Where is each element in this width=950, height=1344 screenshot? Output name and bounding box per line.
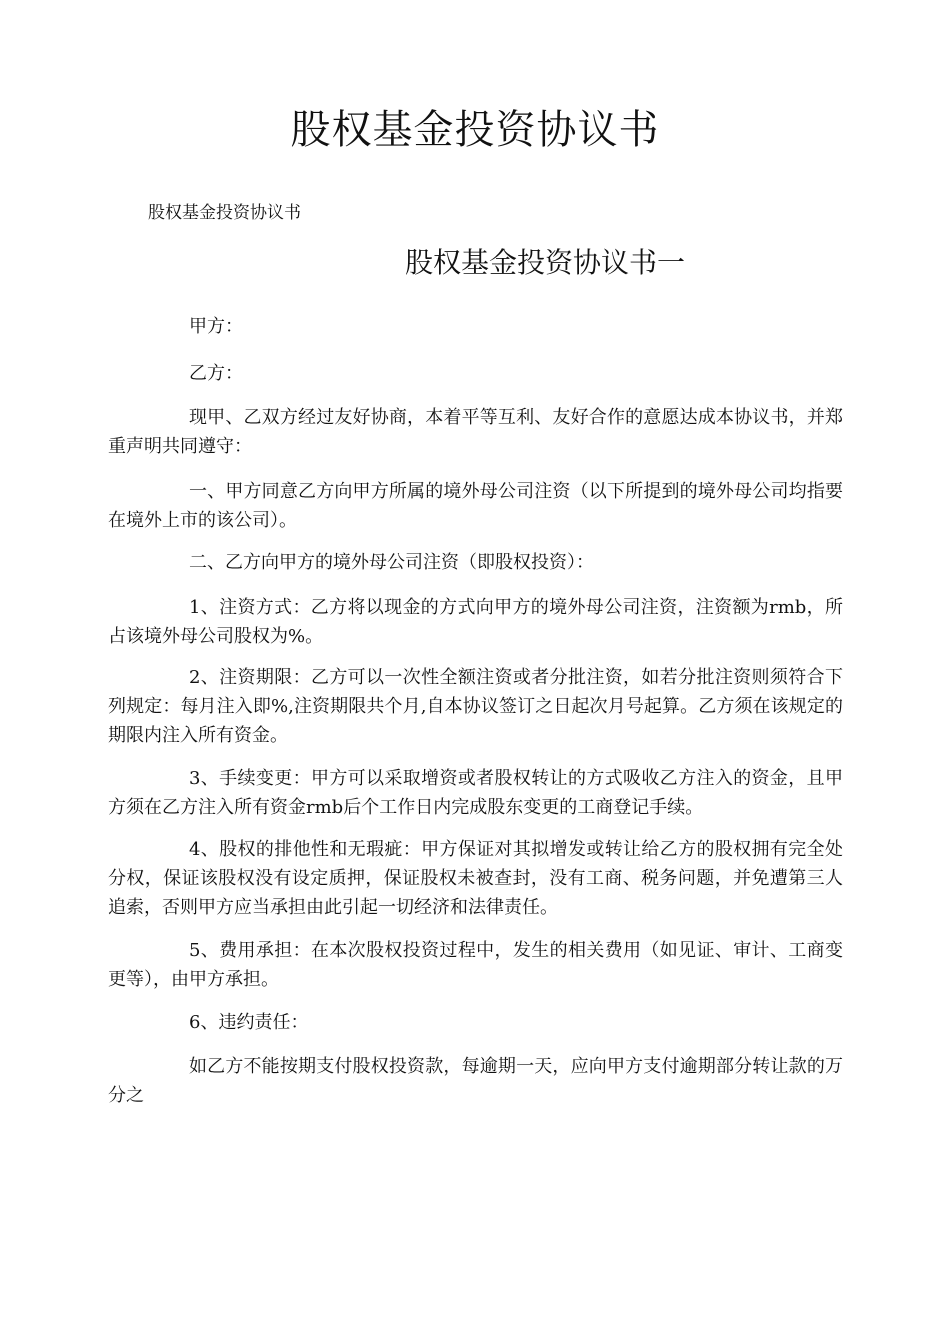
clause-2-1: 1、注资方式：乙方将以现金的方式向甲方的境外母公司注资，注资额为rmb，所占该境外母公司股权为%。 — [108, 597, 843, 647]
document-title: 股权基金投资协议书 — [290, 107, 660, 153]
clause-2-4: 4、股权的排他性和无瑕疵：甲方保证对其拟增发或转让给乙方的股权拥有完全处分权，保证该股权没有设定质押，保证股权未被查封，没有工商、税务问题，并免遭第三人追索，否则甲方应当承担由此引起一切经济和法律责任。 — [108, 839, 843, 918]
section-title: 股权基金投资协议书一 — [404, 246, 685, 279]
preamble-paragraph: 现甲、乙双方经过友好协商，本着平等互利、友好合作的意愿达成本协议书，并郑重声明共同遵守： — [108, 407, 843, 457]
clause-2-3: 3、手续变更：甲方可以采取增资或者股权转让的方式吸收乙方注入的资金，且甲方须在乙方注入所有资金rmb后个工作日内完成股东变更的工商登记手续。 — [108, 768, 843, 818]
document-subtitle: 股权基金投资协议书 — [148, 203, 301, 223]
clause-2-2: 2、注资期限：乙方可以一次性全额注资或者分批注资，如若分批注资则须符合下列规定：每月注入即%,注资期限共个月,自本协议签订之日起次月号起算。乙方须在该规定的期限内注入所有资金。 — [108, 667, 843, 746]
clause-1: 一、甲方同意乙方向甲方所属的境外母公司注资（以下所提到的境外母公司均指要在境外上市的该公司）。 — [108, 481, 843, 531]
clause-2: 二、乙方向甲方的境外母公司注资（即股权投资）： — [189, 552, 594, 573]
party-b-line: 乙方： — [189, 363, 243, 384]
clause-2-5: 5、费用承担：在本次股权投资过程中，发生的相关费用（如见证、审计、工商变更等），由甲方承担。 — [108, 940, 843, 990]
clause-2-6: 6、违约责任： — [189, 1012, 309, 1033]
party-a-line: 甲方： — [189, 316, 243, 337]
penalty-paragraph: 如乙方不能按期支付股权投资款，每逾期一天，应向甲方支付逾期部分转让款的万分之 — [108, 1056, 843, 1106]
